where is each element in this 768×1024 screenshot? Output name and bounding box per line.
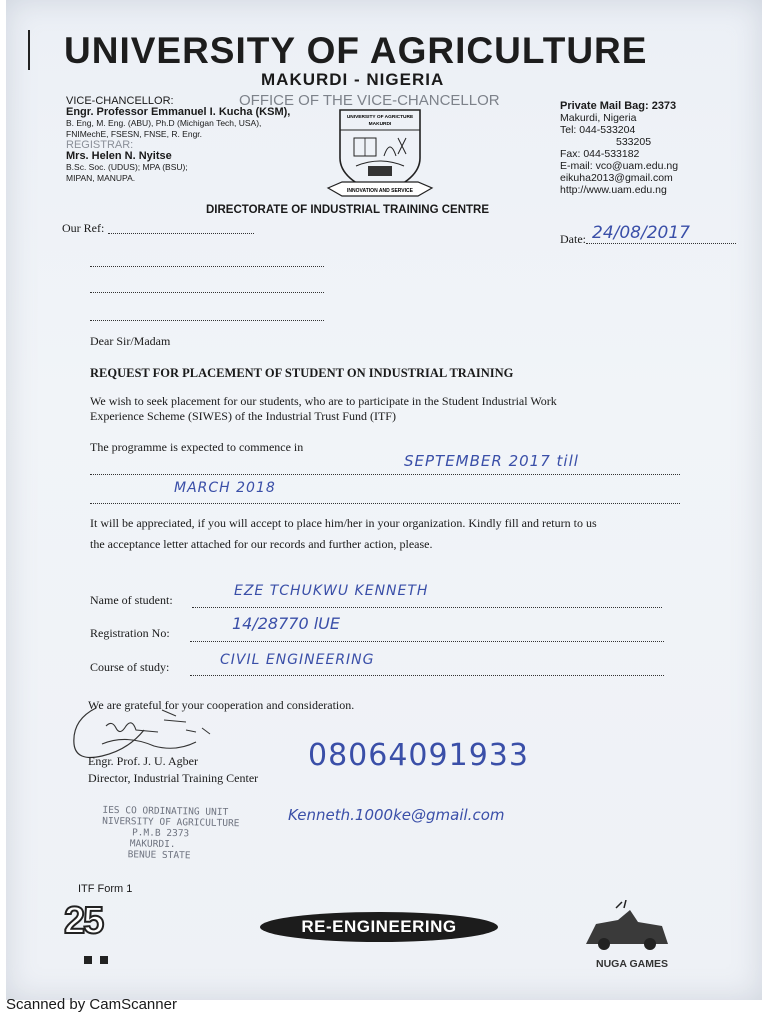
city: Makurdi, Nigeria (560, 112, 637, 124)
contact-block (560, 100, 678, 196)
logo-dot-icon (84, 956, 92, 964)
telephone-2: 533205 (616, 136, 652, 148)
vc-label: VICE-CHANCELLOR: (66, 95, 174, 107)
letter-subject: REQUEST FOR PLACEMENT OF STUDENT ON INDUSTRIAL TRAINING (90, 366, 514, 380)
signatory-name: Engr. Prof. J. U. Agber (88, 754, 198, 768)
student-name-value: EZE TCHUKWU KENNETH (234, 583, 429, 599)
paragraph-1-line-1: We wish to seek placement for our students, who are to participate in the Student Industrial Work (90, 394, 557, 408)
nuga-games-logo-icon (578, 900, 674, 952)
crest-top-text: UNIVERSITY OF AGRICTURE (346, 115, 414, 120)
anniversary-logo: 25 (64, 900, 103, 942)
email-2: eikuha2013@gmail.com (560, 172, 673, 184)
date-line (586, 243, 736, 244)
telephone: Tel: 044-533204 (560, 124, 636, 136)
letter-page (6, 0, 762, 1000)
stamp-line-2: NIVERSITY OF AGRICULTURE (102, 815, 240, 830)
student-email: Kenneth.1000ke@gmail.com (288, 806, 505, 824)
student-name-label: Name of student: (90, 593, 173, 607)
stamp-line-5: BENUE STATE (127, 849, 191, 862)
directorate-heading: DIRECTORATE OF INDUSTRIAL TRAINING CENTRE (206, 204, 490, 216)
programme-label: The programme is expected to commence in (90, 440, 304, 454)
student-name-line (192, 607, 662, 608)
university-crest (324, 108, 436, 207)
form-label: ITF Form 1 (78, 883, 133, 895)
stamp-line-1: IES CO ORDINATING UNIT (102, 804, 229, 819)
our-ref-line (108, 233, 254, 234)
our-ref-label: Our Ref: (62, 221, 105, 235)
email: E-mail: vco@uam.edu.ng (560, 160, 679, 172)
office-heading: OFFICE OF THE VICE-CHANCELLOR (239, 92, 500, 109)
date-label: Date: (560, 232, 586, 246)
vc-name: Engr. Professor Emmanuel I. Kucha (KSM), (66, 106, 291, 118)
fax: Fax: 044-533182 (560, 148, 640, 160)
university-title: UNIVERSITY OF AGRICULTURE (64, 30, 648, 71)
vc-qualifications: B. Eng, M. Eng. (ABU), Ph.D (Michigan Tech, USA), (66, 118, 262, 128)
crest-emblem-icon (324, 108, 436, 202)
phone-number: 08064091933 (308, 738, 529, 773)
registrar-name: Mrs. Helen N. Nyitse (66, 150, 172, 162)
reengineering-banner: RE-ENGINEERING (260, 912, 498, 942)
nuga-games-label: NUGA GAMES (596, 958, 668, 970)
paragraph-2-line-2: the acceptance letter attached for our records and further action, please. (90, 537, 433, 551)
salutation: Dear Sir/Madam (90, 334, 171, 348)
registrar-qualifications-2: MIPAN, MANUPA. (66, 173, 136, 183)
paragraph-1-line-2: Experience Scheme (SIWES) of the Industrial Trust Fund (ITF) (90, 409, 396, 423)
registrar-qualifications: B.Sc. Soc. (UDUS); MPA (BSU); (66, 162, 188, 172)
course-line (190, 675, 664, 676)
date-value: 24/08/2017 (592, 223, 690, 243)
stamp-line-3: P.M.B 2373 (131, 827, 190, 840)
university-location: MAKURDI - NIGERIA (261, 70, 445, 89)
course-label: Course of study: (90, 660, 170, 674)
registration-line (190, 641, 664, 642)
crest-motto: INNOVATION AND SERVICE (347, 188, 413, 194)
closing-line: We are grateful for your cooperation and consideration. (88, 698, 355, 712)
signatory-title: Director, Industrial Training Center (88, 771, 259, 785)
crest-top-text-2: MAKURDI (368, 122, 392, 127)
paragraph-2-line-1: It will be appreciated, if you will accept to place him/her in your organization. Kindly fill and return to us (90, 516, 597, 530)
registrar-label: REGISTRAR: (66, 139, 134, 151)
stamp-line-4: MAKURDI. (129, 838, 176, 851)
vc-qualifications-2: FNIMechE, FSESN, FNSE, R. Engr. (66, 129, 203, 139)
mail-bag: Private Mail Bag: 2373 (560, 100, 677, 112)
logo-dot-icon (100, 956, 108, 964)
programme-value-1: SEPTEMBER 2017 till (404, 452, 579, 470)
address-line-2 (90, 292, 324, 293)
address-line-1 (90, 266, 324, 267)
left-margin-mark (28, 30, 30, 70)
course-value: CIVIL ENGINEERING (220, 652, 375, 668)
registration-label: Registration No: (90, 626, 170, 640)
programme-line-1 (90, 474, 680, 475)
officials-block (66, 96, 290, 184)
registration-value: 14/28770 lUE (232, 614, 340, 633)
address-line-3 (90, 320, 324, 321)
institution-stamp (102, 805, 240, 862)
programme-value-2: MARCH 2018 (174, 480, 276, 496)
programme-line-2 (90, 503, 680, 504)
scanner-watermark: Scanned by CamScanner (6, 996, 177, 1013)
website: http://www.uam.edu.ng (560, 184, 667, 196)
